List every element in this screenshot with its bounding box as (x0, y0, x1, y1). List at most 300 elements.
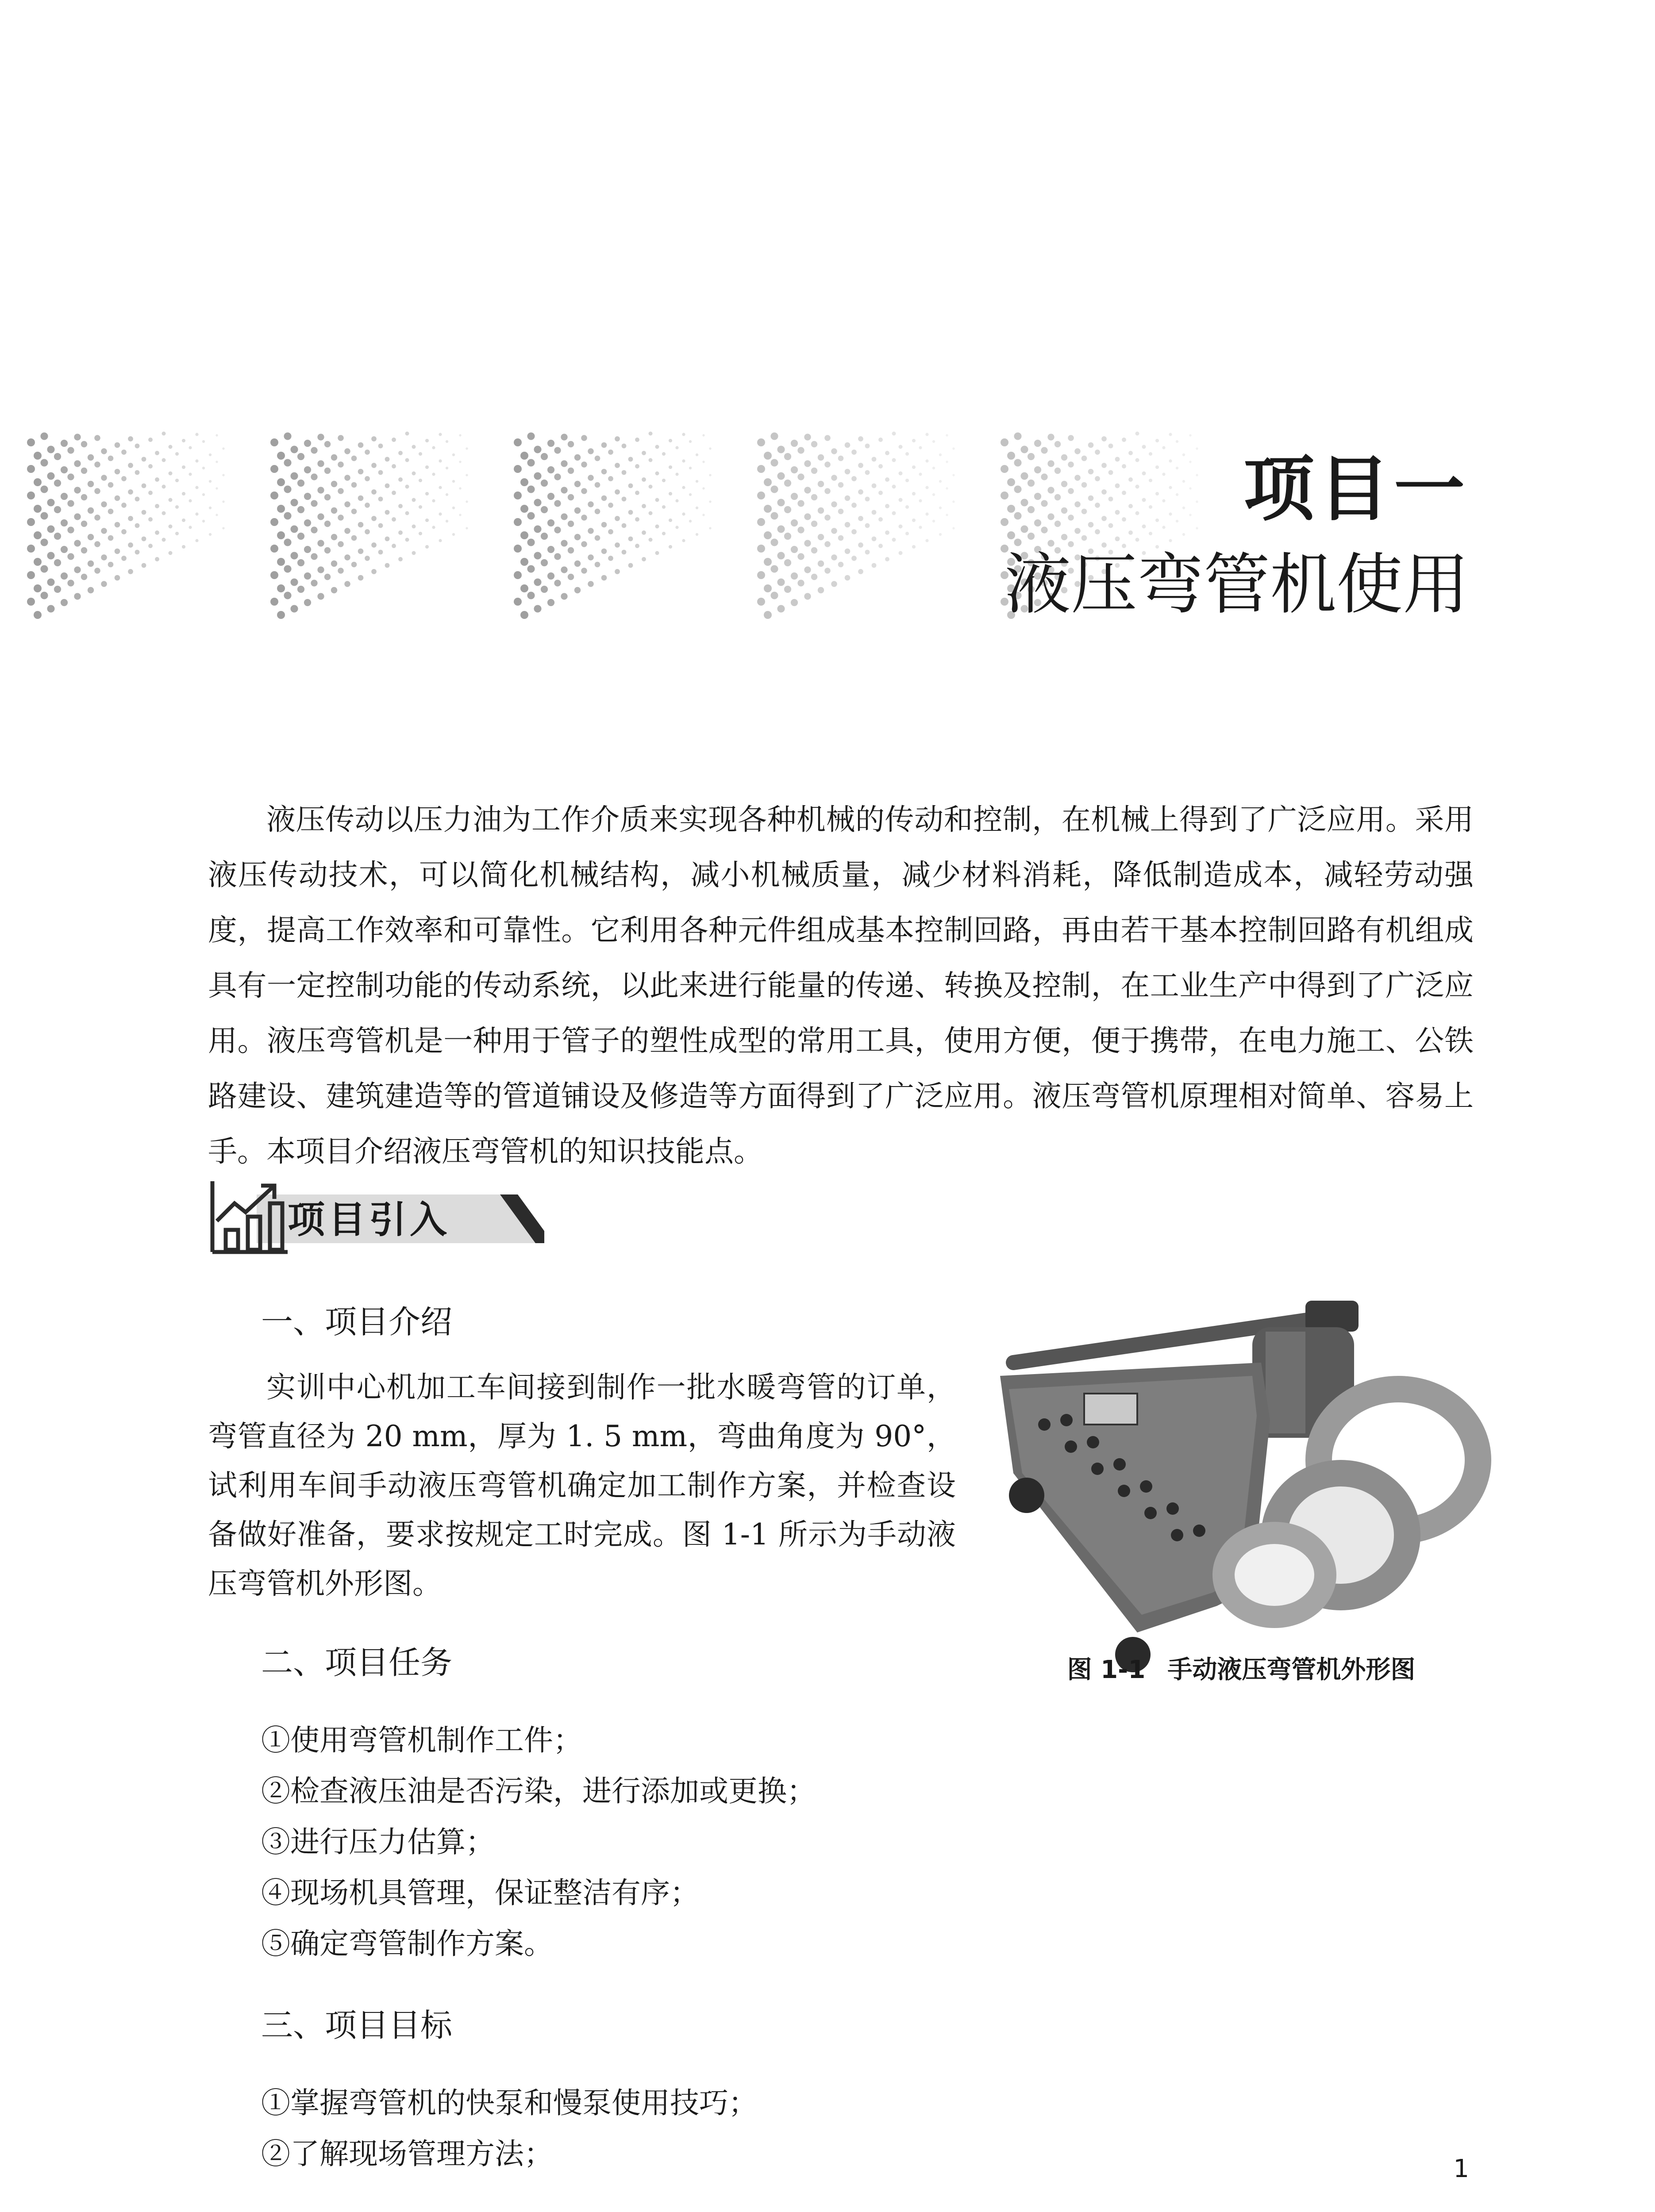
halftone-dot (412, 445, 416, 449)
halftone-dot (47, 499, 54, 506)
halftone-dot (290, 472, 298, 480)
halftone-dot (527, 591, 535, 599)
halftone-dot (628, 537, 633, 541)
halftone-dot (371, 463, 377, 468)
halftone-dot (81, 547, 87, 553)
halftone-dot (642, 451, 646, 455)
halftone-dot (88, 587, 94, 593)
halftone-dot (622, 550, 627, 555)
halftone-dot (669, 518, 672, 522)
halftone-dot (189, 526, 192, 529)
halftone-dot (74, 487, 81, 493)
halftone-dot (527, 432, 535, 440)
halftone-dot (777, 472, 785, 480)
halftone-dot (365, 476, 370, 481)
halftone-dot (94, 461, 100, 468)
halftone-dot (94, 541, 100, 547)
halftone-dot (628, 457, 633, 462)
halftone-dot (311, 526, 317, 533)
halftone-dot (169, 551, 173, 555)
halftone-dot (696, 480, 698, 483)
halftone-dot (1034, 440, 1041, 447)
halftone-dot (946, 461, 948, 463)
halftone-dot (358, 522, 364, 528)
halftone-dot (47, 552, 54, 559)
halftone-dot (608, 556, 613, 561)
halftone-dot (175, 532, 179, 535)
halftone-dot (189, 446, 192, 449)
halftone-dot (74, 566, 81, 573)
halftone-dot (601, 469, 607, 475)
halftone-dot (297, 533, 304, 540)
halftone-dot (277, 505, 285, 513)
halftone-dot (162, 432, 166, 436)
halftone-dot (47, 445, 54, 453)
halftone-dot (331, 454, 337, 461)
halftone-dot (128, 569, 133, 574)
halftone-dot (952, 447, 955, 449)
halftone-dot (439, 459, 442, 462)
halftone-dot (202, 493, 205, 496)
halftone-dot (757, 545, 765, 553)
halftone-dot (547, 466, 554, 473)
halftone-dot (81, 468, 87, 474)
halftone-dot (290, 499, 298, 506)
halftone-dot (682, 539, 685, 542)
halftone-dot (952, 500, 955, 503)
halftone-dot (757, 518, 765, 526)
halftone-dot (108, 482, 114, 488)
halftone-dot (40, 538, 48, 546)
halftone-dot (709, 527, 711, 529)
halftone-dot (175, 479, 179, 482)
halftone-dot (797, 500, 804, 507)
halftone-dot (696, 533, 698, 536)
halftone-dot (290, 605, 298, 612)
halftone-dot (277, 531, 285, 539)
halftone-dot (371, 516, 377, 521)
halftone-dot (446, 493, 448, 496)
halftone-dot (764, 452, 772, 460)
halftone-dot (811, 494, 817, 500)
halftone-dot (824, 541, 831, 547)
halftone-dot (669, 465, 672, 469)
halftone-dot (54, 506, 61, 513)
halftone-dot (169, 472, 173, 476)
halftone-dot (527, 485, 535, 493)
halftone-dot (324, 494, 331, 500)
halftone-dot (709, 500, 711, 503)
halftone-dot (155, 504, 159, 508)
halftone-dot (378, 470, 383, 475)
halftone-dot (398, 451, 403, 455)
halftone-dot (425, 518, 429, 522)
intro-paragraph: 液压传动以压力油为工作介质来实现各种机械的传动和控制，在机械上得到了广泛应用。采用液压传动技术，可以简化机械结构，减小机械质量，减少材料消耗，降低制造成本，减轻劳动强度，提高工作效率和可靠性。它利用各种元件组成基本控制回路，再由若干基本控制回路有机组成具有一定控制功能的传动系统，以此来进行能量的传递、转换及控制，在工业生产中得到了广泛应用。液压弯管机是一种用于管子的塑性成型的常用工具，使用方便，便于携带，在电力施工、公铁路建设、建筑建造等的管道铺设及修造等方面得到了广泛应用。液压弯管机原理相对简单、容易上手。本项目介绍液压弯管机的知识技能点。 (208, 803, 1474, 1168)
figure-number: 图 1-1 (1067, 1655, 1146, 1684)
task-item: ③进行压力估算； (261, 1825, 495, 1859)
halftone-dot (851, 556, 857, 561)
halftone-dot (88, 534, 94, 540)
halftone-dot (344, 581, 350, 587)
halftone-dot (932, 520, 935, 522)
halftone-dot (912, 439, 916, 442)
halftone-dot (466, 527, 468, 529)
halftone-dot (622, 497, 627, 502)
halftone-dot (1189, 434, 1191, 436)
halftone-dot (514, 465, 522, 473)
halftone-dot (338, 461, 344, 468)
halftone-dot (547, 572, 554, 580)
halftone-dot (595, 535, 600, 541)
halftone-dot (520, 478, 528, 486)
halftone-dot (452, 533, 455, 536)
halftone-dot (304, 519, 311, 526)
halftone-dot (865, 444, 870, 449)
halftone-dot (845, 469, 851, 475)
halftone-dot (851, 529, 857, 534)
halftone-dot (34, 505, 42, 513)
halftone-dot (338, 515, 344, 521)
halftone-dot (61, 546, 68, 553)
halftone-dot (54, 480, 61, 487)
halftone-dot (405, 511, 409, 515)
halftone-dot (831, 501, 837, 507)
halftone-dot (669, 545, 672, 549)
halftone-dot (148, 464, 153, 469)
halftone-dot (148, 517, 153, 522)
halftone-dot (135, 444, 140, 449)
halftone-dot (554, 473, 561, 480)
halftone-dot (425, 439, 429, 442)
halftone-dot (142, 457, 146, 462)
halftone-dot (142, 510, 146, 515)
halftone-dot (324, 441, 331, 447)
halftone-dot (588, 448, 594, 454)
halftone-dot (675, 472, 678, 476)
halftone-dot (777, 552, 785, 559)
halftone-dot (702, 487, 704, 489)
halftone-dot (466, 474, 468, 476)
halftone-dot (804, 460, 811, 467)
halftone-dot (872, 484, 877, 488)
halftone-dot (655, 445, 659, 449)
halftone-dot (304, 493, 311, 500)
halftone-dot (797, 447, 804, 453)
halftone-dot (155, 451, 159, 455)
halftone-dot (872, 510, 877, 515)
halftone-dot (284, 432, 291, 440)
halftone-dot (777, 578, 785, 586)
halftone-dot (54, 586, 61, 593)
halftone-dot (290, 578, 298, 586)
halftone-dot (574, 481, 581, 487)
halftone-dot (277, 558, 285, 566)
halftone-dot (67, 526, 74, 533)
halftone-dot (277, 478, 285, 486)
halftone-dot (162, 538, 166, 542)
halftone-dot (115, 495, 120, 501)
halftone-dot (452, 453, 455, 456)
halftone-dot (439, 433, 442, 436)
halftone-dot (534, 552, 541, 559)
halftone-dot (412, 525, 416, 529)
halftone-dot (365, 529, 370, 534)
halftone-dot (770, 538, 778, 546)
halftone-dot (311, 553, 317, 560)
halftone-dot (121, 503, 127, 508)
halftone-dot (669, 492, 672, 495)
halftone-dot (689, 440, 692, 443)
halftone-dot (297, 559, 304, 566)
halftone-dot (270, 492, 278, 499)
halftone-dot (845, 442, 851, 448)
halftone-dot (88, 507, 94, 514)
halftone-dot (419, 479, 422, 482)
halftone-dot (222, 500, 224, 503)
halftone-dot (912, 465, 916, 469)
halftone-dot (40, 591, 48, 599)
halftone-dot (270, 518, 278, 526)
halftone-dot (547, 546, 554, 553)
halftone-dot (34, 584, 42, 592)
halftone-dot (195, 486, 198, 489)
halftone-dot (952, 527, 955, 529)
halftone-dot (317, 540, 324, 546)
halftone-dot (655, 551, 659, 555)
halftone-dot (662, 452, 666, 456)
halftone-dot (101, 554, 107, 561)
halftone-dot (81, 521, 87, 527)
halftone-dot (797, 580, 804, 586)
halftone-dot (764, 611, 772, 619)
halftone-dot (290, 525, 298, 533)
halftone-dot (311, 473, 317, 480)
halftone-dot (878, 491, 883, 495)
halftone-dot (34, 611, 42, 619)
halftone-dot (764, 584, 772, 592)
halftone-dot (804, 434, 811, 440)
halftone-dot (74, 593, 81, 599)
halftone-dot (784, 453, 791, 460)
halftone-dot (527, 538, 535, 546)
halftone-dot (534, 605, 541, 612)
halftone-dot (155, 557, 159, 561)
halftone-dot (317, 487, 324, 493)
hydraulic-pipe-bender-photo (987, 1287, 1496, 1672)
halftone-dot (865, 470, 870, 475)
halftone-dot (115, 469, 120, 475)
halftone-dot (128, 542, 133, 548)
halftone-dot (824, 515, 831, 521)
halftone-dot (277, 452, 285, 460)
halftone-dot (304, 466, 311, 473)
halftone-dot (696, 453, 698, 456)
halftone-dot (115, 522, 120, 528)
halftone-dot (824, 461, 831, 468)
halftone-dot (412, 472, 416, 476)
halftone-dot (791, 546, 798, 553)
halftone-dot (574, 534, 581, 540)
goal-item: ②了解现场管理方法； (261, 2137, 553, 2171)
halftone-dot (128, 516, 133, 521)
halftone-dot (905, 505, 909, 509)
project-goals-heading: 三、项目目标 (261, 2007, 453, 2044)
halftone-dot (466, 447, 468, 449)
halftone-dot (452, 507, 455, 509)
halftone-dot (121, 529, 127, 534)
halftone-dot (912, 492, 916, 495)
halftone-dot (588, 581, 594, 587)
halftone-dot (547, 440, 554, 447)
halftone-dot (709, 447, 711, 449)
halftone-dot (142, 563, 146, 568)
halftone-dot (925, 433, 928, 436)
halftone-dot (561, 487, 567, 493)
halftone-dot (568, 574, 574, 580)
halftone-dot (588, 554, 594, 561)
halftone-dot (27, 598, 35, 606)
halftone-dot (115, 442, 120, 448)
halftone-dot (81, 441, 87, 447)
halftone-dot (581, 568, 587, 574)
halftone-dot (595, 562, 600, 568)
halftone-dot (452, 480, 455, 483)
halftone-dot (34, 558, 42, 566)
halftone-dot (324, 468, 331, 474)
halftone-dot (831, 554, 837, 561)
halftone-dot (919, 446, 922, 449)
halftone-dot (317, 513, 324, 520)
halftone-dot (324, 574, 331, 580)
halftone-dot (351, 509, 357, 515)
halftone-dot (757, 571, 765, 579)
halftone-dot (61, 440, 68, 447)
halftone-dot (851, 449, 857, 455)
halftone-dot (385, 537, 390, 541)
halftone-dot (885, 530, 889, 535)
halftone-dot (385, 457, 390, 462)
halftone-dot (838, 535, 844, 541)
halftone-dot (121, 556, 127, 561)
halftone-dot (885, 557, 889, 561)
halftone-dot (34, 531, 42, 539)
halftone-dot (797, 473, 804, 480)
halftone-dot (284, 512, 291, 519)
halftone-dot (601, 549, 607, 554)
halftone-dot (1101, 436, 1107, 442)
halftone-dot (331, 561, 337, 567)
halftone-dot (1068, 435, 1074, 441)
halftone-dot (284, 565, 291, 572)
halftone-dot (115, 575, 120, 581)
halftone-dot (899, 472, 903, 476)
halftone-dot (757, 438, 765, 446)
figure-caption-text: 手动液压弯管机外形图 (1167, 1655, 1416, 1684)
halftone-dot (811, 468, 817, 474)
halftone-dot (27, 438, 35, 446)
halftone-dot (682, 512, 685, 515)
halftone-dot (615, 463, 620, 468)
halftone-dot (675, 526, 678, 529)
halftone-dot (925, 512, 928, 515)
halftone-dot (649, 538, 653, 542)
halftone-dot (317, 434, 324, 440)
halftone-dot (770, 591, 778, 599)
halftone-dot (432, 526, 435, 529)
halftone-dot (878, 438, 883, 442)
halftone-dot (581, 488, 587, 494)
halftone-dot (689, 467, 692, 469)
halftone-dot (371, 436, 377, 442)
halftone-dot (182, 465, 185, 469)
halftone-dot (27, 518, 35, 526)
halftone-dot (169, 525, 173, 529)
halftone-dot (946, 514, 948, 516)
halftone-dot (675, 499, 678, 502)
halftone-dot (885, 477, 889, 482)
halftone-dot (290, 552, 298, 559)
halftone-dot (838, 482, 844, 488)
halftone-dot (338, 568, 344, 574)
halftone-dot (304, 440, 311, 447)
halftone-dot (385, 563, 390, 568)
halftone-dot (34, 478, 42, 486)
halftone-dot (642, 477, 646, 482)
halftone-dot (284, 538, 291, 546)
halftone-dot (67, 553, 74, 560)
halftone-dot (561, 566, 567, 573)
halftone-dot (338, 541, 344, 547)
halftone-dot (1135, 432, 1139, 436)
halftone-dot (541, 506, 548, 513)
halftone-dot (67, 580, 74, 586)
halftone-dot (885, 451, 889, 455)
halftone-dot (757, 598, 765, 606)
halftone-dot (47, 472, 54, 480)
halftone-dot (831, 528, 837, 534)
halftone-dot (94, 488, 100, 494)
halftone-dot (939, 533, 942, 536)
halftone-dot (514, 598, 522, 606)
halftone-dot (912, 518, 916, 522)
halftone-dot (61, 466, 68, 473)
halftone-dot (378, 523, 383, 528)
halftone-dot (784, 586, 791, 593)
halftone-dot (284, 459, 291, 466)
halftone-dot (459, 461, 461, 463)
halftone-dot (162, 458, 166, 462)
halftone-dot (514, 438, 522, 446)
task-item: ⑤确定弯管制作方案。 (261, 1927, 553, 1961)
halftone-dot (351, 456, 357, 461)
halftone-dot (662, 505, 666, 509)
halftone-dot (581, 541, 587, 547)
halftone-dot (371, 489, 377, 495)
halftone-dot (101, 581, 107, 587)
halftone-dot (195, 539, 198, 542)
halftone-dot (40, 432, 48, 440)
halftone-dot (581, 461, 587, 468)
halftone-dot (845, 495, 851, 501)
halftone-dot (952, 474, 955, 476)
halftone-dot (912, 545, 916, 549)
halftone-dot (297, 480, 304, 487)
halftone-dot (932, 467, 935, 469)
halftone-dot (635, 491, 639, 495)
halftone-dot (568, 494, 574, 500)
halftone-dot (94, 515, 100, 521)
halftone-dot (209, 533, 212, 536)
